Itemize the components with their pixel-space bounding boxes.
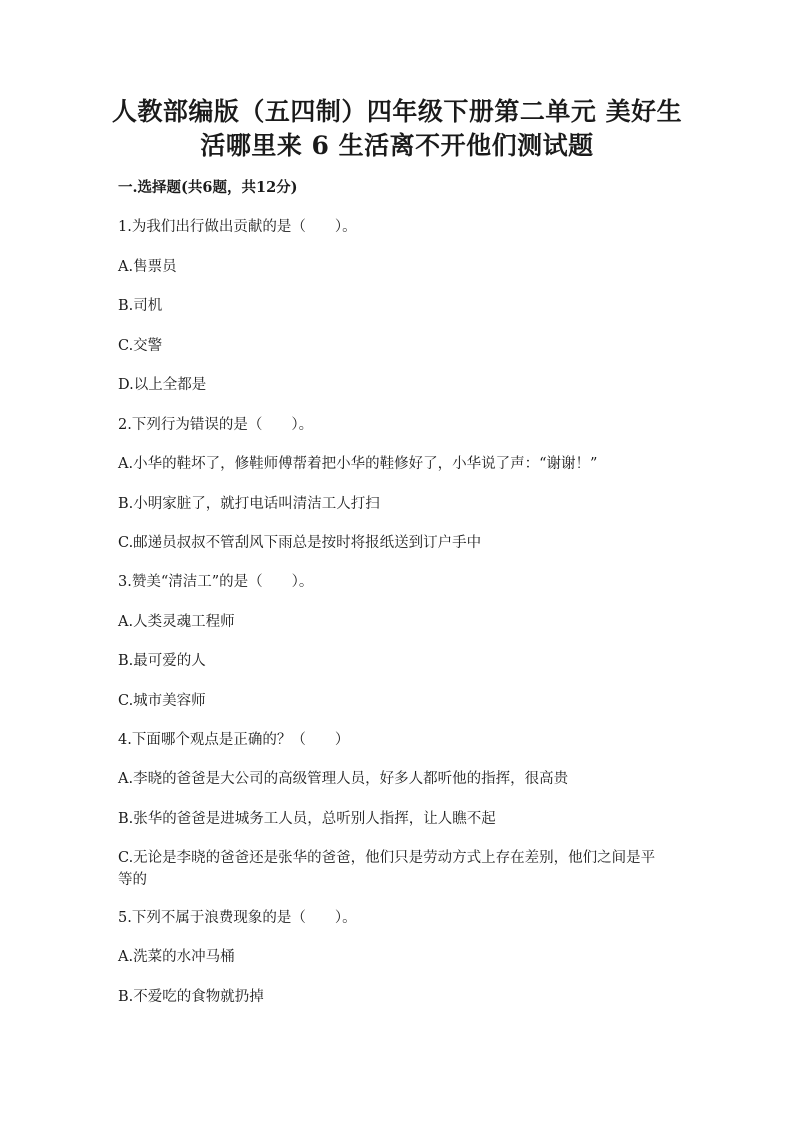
question-5-option-b: B.不爱吃的食物就扔掉 <box>118 989 264 1005</box>
question-3-option-a: A.人类灵魂工程师 <box>118 614 235 630</box>
question-1-option-c: C.交警 <box>118 338 163 354</box>
question-1-stem: 1.为我们出行做出贡献的是（ ）。 <box>118 219 357 235</box>
question-5-stem: 5.下列不属于浪费现象的是（ ）。 <box>118 910 357 926</box>
question-2-stem: 2.下列行为错误的是（ ）。 <box>118 417 314 433</box>
question-3-stem: 3.赞美“清洁工”的是（ ）。 <box>118 574 314 590</box>
question-1-option-b: B.司机 <box>118 298 163 314</box>
question-1-option-d: D.以上全都是 <box>118 377 207 393</box>
document-title-line-2: 活哪里来 6 生活离不开他们测试题 <box>200 131 594 160</box>
question-3-option-b: B.最可爱的人 <box>118 653 206 669</box>
question-4-option-b: B.张华的爸爸是进城务工人员，总听别人指挥，让人瞧不起 <box>118 811 496 827</box>
question-4-stem: 4.下面哪个观点是正确的？（ ） <box>118 732 350 748</box>
question-4-option-c: C.无论是李晓的爸爸还是张华的爸爸，他们只是劳动方式上存在差别，他们之间是平等的 <box>118 850 656 888</box>
question-2-option-c: C.邮递员叔叔不管刮风下雨总是按时将报纸送到订户手中 <box>118 535 482 551</box>
document-title-line-1: 人教部编版（五四制）四年级下册第二单元 美好生 <box>111 97 683 126</box>
question-3-option-c: C.城市美容师 <box>118 693 206 709</box>
section-heading: 一.选择题(共6题，共12分) <box>118 179 298 196</box>
question-2-option-a: A.小华的鞋坏了，修鞋师傅帮着把小华的鞋修好了，小华说了声：“谢谢！” <box>118 456 598 472</box>
question-4-option-a: A.李晓的爸爸是大公司的高级管理人员，好多人都听他的指挥，很高贵 <box>118 771 569 787</box>
question-2-option-b: B.小明家脏了，就打电话叫清洁工人打扫 <box>118 496 380 512</box>
question-1-option-a: A.售票员 <box>118 259 177 275</box>
question-5-option-a: A.洗菜的水冲马桶 <box>118 949 235 965</box>
